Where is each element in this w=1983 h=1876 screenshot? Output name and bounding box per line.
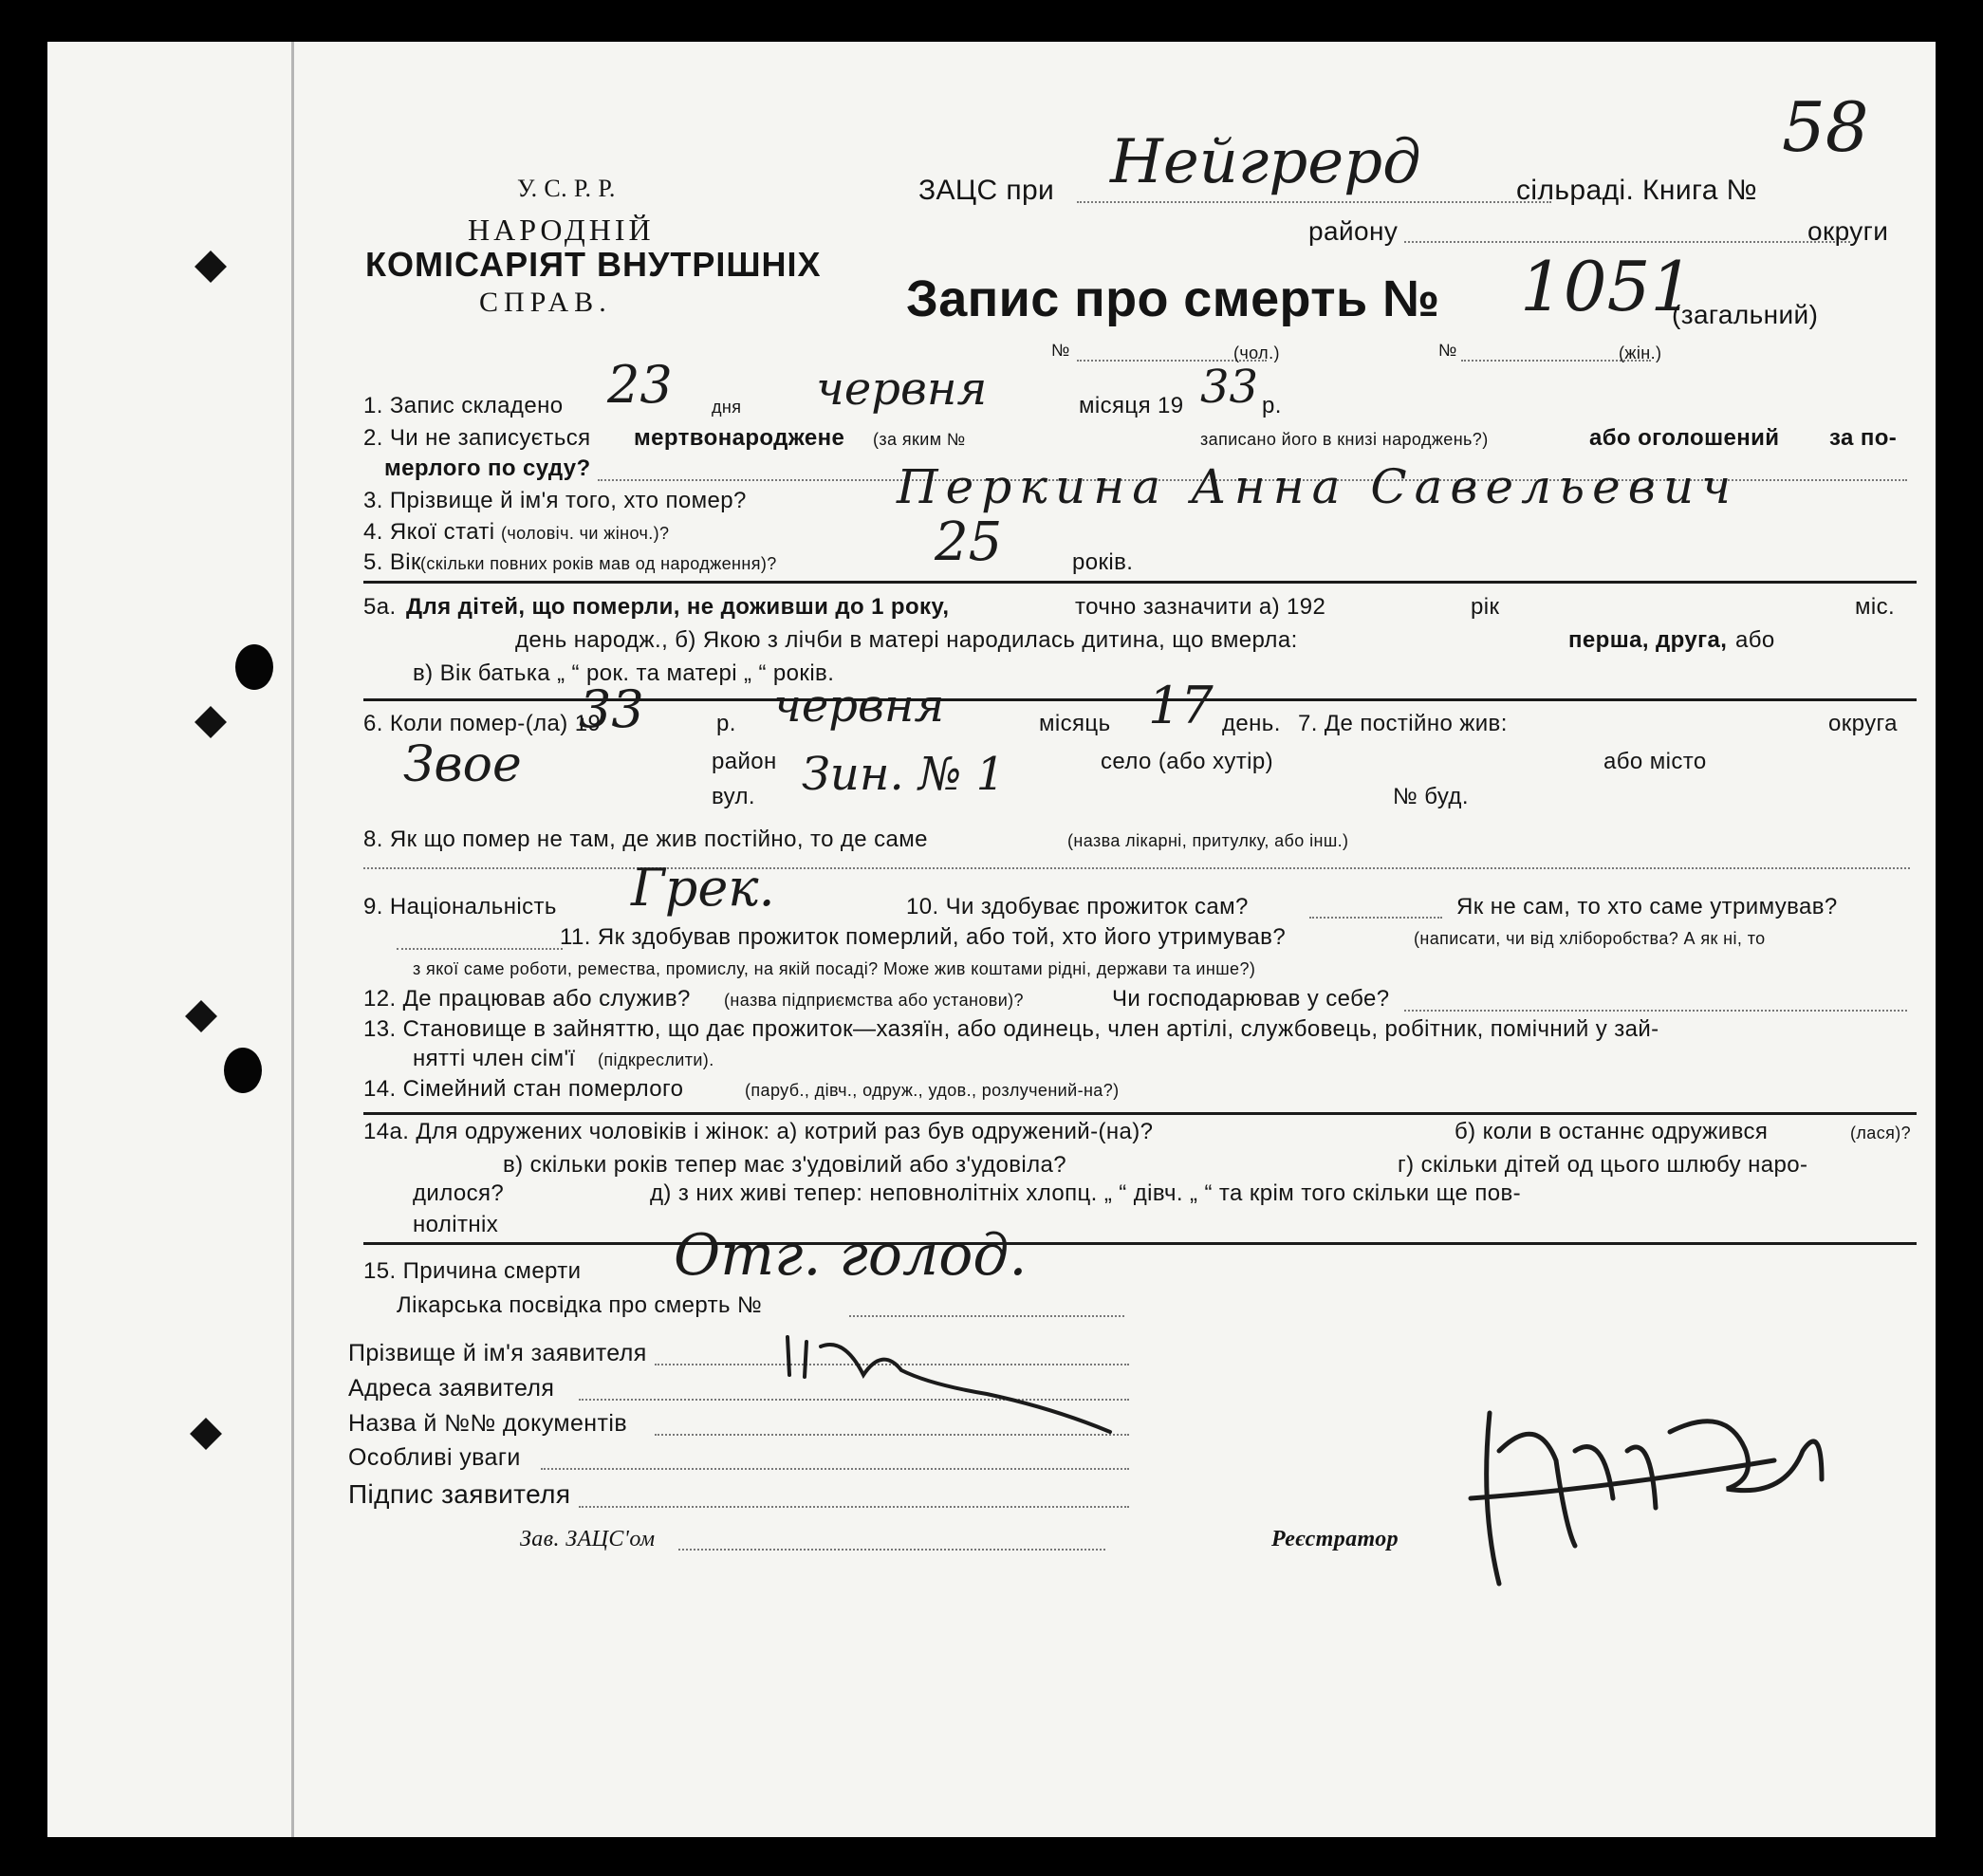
binding-tear — [195, 706, 227, 738]
registrar-signature — [1461, 1394, 1860, 1612]
republic-abbr: У. С. Р. Р. — [517, 175, 616, 202]
commissariat-line1: НАРОДНІЙ — [468, 213, 655, 247]
binding-tear — [185, 1000, 217, 1032]
record-title: Запис про смерть № — [906, 270, 1440, 327]
death-year-handwritten: 33 — [579, 679, 644, 739]
residence-city-handwritten: Звое — [403, 736, 522, 793]
binding-tear — [195, 251, 227, 283]
death-record-sheet: У. С. Р. Р. НАРОДНІЙ КОМІСАРІЯТ ВНУТРІШНІХ СПРАВ. ЗАЦС при Нейгрерд сільраді. Книга № 58 району округи Запис про смерть № 1051 (загальний) № (чол.) № (жін.) 1. Запис складено 23 дня червня місяця 19 33 р. 2. Чи не записується мертвонароджене (за яким № записано його в книзі народжень?) або оголошений за по- мерлого по суду? 3. Прізвище й ім'я того, хто помер? Перкина Анна Савельевич 4. Якої статі (чоловіч. чи жіноч.)? 5. Вік (скільки повних років мав од народження)? 25 років. 5а. Для дітей, що померли, не доживши до 1 року, точно зазначити а) 192 рік міс. день народж., б) Якою з лічби в матері народилась дитина, що вмерла: перша, друга, або в) Вік батька „ “ рок. та матері „ “ років. 6. Коли помер-(ла) 19 33 р. червня місяць 17 день. 7. Де постійно жив: округа Звое район село (або хутір) або місто вул. Зин. № 1 № буд. 8. Як що помер не там, де жив постійно, то де саме (назва лікарні, притулку, або інш.) 9. Національність Грек. 10. Чи здобуває прожиток сам? Як не сам, то хто саме утримував? 11. Як здобував прожиток померлий, або той, хто його утримував? (написати, чи від хліборобства? А як ні, то з якої саме роботи, ремества, промислу, на якій посаді? Може жив коштами рідні, держави та инше?) 12. Де працював або служив? (назва підприємства або установи)? Чи господарював у себе? 13. Становище в зайняттю, що дає прожиток—хазяїн, або одинець, член артілі, службовець, робітник, помічний у зай- нятті член сім'ї (підкреслити). 14. Сімейний стан померлого (паруб., дівч., одруж., удов., розлучений-на?) 14а. Для одружених чоловіків і жінок: а) котрий раз був одружений-(на)? б) коли в останнє одружився (лася)? в) скільки років тепер має з'удовілий або з'удовіла? г) скільки дітей од цього шлюбу наро- дилося? д) з них живі тепер: неповнолітніх хлопц. „ “ дівч. „ “ та крім того скільки ще пов- нолітніх 15. Причина смерти Отг. голод. Лікарська посвідка про смерть № Прізвище й ім'я заявителя Адреса заявителя Назва й №№ документів Особливі уваги Підпис заявителя Зав. ЗАЦС'ом Реєстратор — [47, 42, 1936, 1837]
applicant-signature — [778, 1318, 1177, 1460]
age-handwritten: 25 — [935, 511, 1003, 573]
okrugy-label: округи — [1807, 216, 1889, 246]
record-number-handwritten: 1051 — [1520, 247, 1695, 326]
cause-of-death-handwritten: Отг. голод. — [674, 1222, 1028, 1289]
commissariat-line3: СПРАВ. — [479, 287, 612, 318]
binding-tear — [190, 1418, 222, 1450]
zagalnyi-label: (загальний) — [1672, 300, 1819, 329]
book-number-handwritten: 58 — [1782, 87, 1869, 167]
field-1-day: 23 — [607, 355, 673, 415]
commissariat-line2: КОМІСАРІЯТ ВНУТРІШНІХ — [365, 245, 822, 284]
deceased-name-handwritten: Перкина Анна Савельевич — [897, 459, 1739, 514]
nationality-handwritten: Грек. — [631, 858, 775, 918]
death-day-handwritten: 17 — [1148, 676, 1214, 735]
punch-hole — [235, 644, 273, 690]
zags-prefix: ЗАЦС при — [918, 175, 1055, 206]
residence-street-handwritten: Зин. № 1 — [802, 748, 1006, 801]
fold-line — [291, 42, 294, 1837]
zags-village-handwritten: Нейгрерд — [1110, 127, 1421, 197]
field-1-label: 1. Запис складено — [363, 393, 564, 418]
rayonu-label: району — [1308, 216, 1399, 246]
silradi-label: сільраді. Книга № — [1516, 175, 1758, 206]
field-1-year: 33 — [1200, 361, 1259, 414]
field-1-month: червня — [816, 362, 988, 416]
death-month-handwritten: червня — [773, 679, 945, 733]
punch-hole — [224, 1048, 262, 1093]
